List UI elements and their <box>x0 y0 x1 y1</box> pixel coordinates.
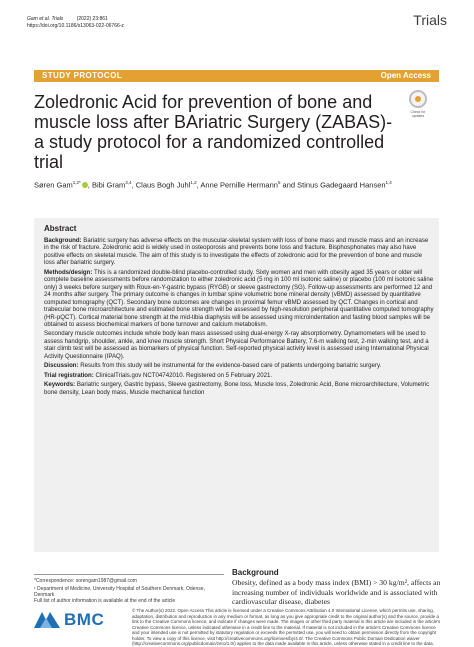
doi-link[interactable]: https://doi.org/10.1186/s13063-022-06766-z <box>27 23 124 29</box>
bmc-logo-text: BMC <box>64 610 105 629</box>
updates-label: Check for updates <box>410 110 426 118</box>
author-list: Søren Gam$^{1,2*}$ , Bibi Gram$^{3,4}$, Claus Bogh Juhl$^{1,2}$, Anne Pernille Hermann$^5$ and Stinus Gadegaard Hansen$^{1,4}$ <box>34 180 392 190</box>
correspondence-note[interactable]: *Correspondence: sorengam1987@gmail.com <box>34 578 137 584</box>
abstract-registration <box>44 372 434 379</box>
background-text: Bariatric surgery has adverse effects on the muscular-skeletal system with loss of bone mass and muscle mass and an increase in the risk of fracture. Zoledronic acid is widely used in osteoporosis and prevents bone loss and fracture. Bisphosphonates may also have positive effects on skeletal muscle. The aim of this study is to investigate the effects of zoledronic acid for the prevention of bone and muscle loss after bariatric surgery. <box>44 237 429 267</box>
license-text: © The Author(s) 2022. Open Access This article is licensed under a Creative Commons Attribution 4.0 International License, which permits use, sharing, adaptation, distribution and reproduction in any medium or format, as long as you give appropriate credit to the original author(s) and the source, provide a link to the Creative Commons licence, and indicate if changes were made. The images or other third party material in this article are included in the article's Creative Commons licence, unless indicated otherwise in a credit line to the material. If material is not included in the article's Creative Commons licence and your intended use is not permitted by statutory regulation or exceeds the permitted use, you will need to obtain permission directly from the copyright holder. To view a copy of this licence, visit http://creativecommons.org/licenses/by/4.0/. The Creative Commons Public Domain Dedication waiver (http://creativecommons.org/publicdomain/zero/1.0/) applies to the data made available in this article, unless otherwise stated in a credit line to the data. <box>132 608 441 646</box>
check-for-updates-button[interactable] <box>405 90 431 120</box>
author-info-note: Full list of author information is available at the end of the article <box>34 598 176 604</box>
citation-line <box>27 16 108 22</box>
journal-name: Trials <box>413 12 447 28</box>
author-name[interactable]: Stinus Gadegaard Hansen <box>297 180 386 190</box>
methods-label: Methods/design: <box>44 268 93 276</box>
keywords-label: Keywords: <box>44 381 76 389</box>
author-name[interactable]: Søren Gam <box>34 180 73 190</box>
footnote-divider <box>34 574 224 575</box>
orcid-icon[interactable] <box>82 182 88 188</box>
author-name[interactable]: Anne Pernille Hermann <box>200 180 278 190</box>
abstract-methods-secondary: Secondary muscle outcomes include whole body lean mass assessed using dual-energy X-ray absorptiometry. Dynamometers will be used to assess handgrip, shoulder, ankle, and knee muscle strength. Short Physical Performance Battery, 7.6-m walking test, 2-min walking test, and a stair climb test will be assessed as biomarkers of physical function. Self-reported physical activity level is assessed using International Physical Activity Questionnaire (IPAQ). <box>44 330 429 360</box>
affiliation-note: ¹ Department of Medicine, University Hospital of Southern Denmark, Odense, Denmark <box>34 586 205 598</box>
author-affiliation: 1,2* <box>72 180 81 185</box>
page-header <box>27 12 447 42</box>
authors-short: Gam et al. Trials <box>27 16 64 22</box>
article-type: STUDY PROTOCOL <box>42 71 122 80</box>
abstract-heading: Abstract <box>44 224 77 233</box>
methods-text: This is a randomized double-blind placebo-controlled study. Sixty women and men with obesity aged 35 years or older will complete baseline assessments before randomization to either zoledronic acid (5 mg in 100 ml isotonic saline) or placebo (100 ml isotonic saline only) 3 weeks before surgery with Roux-en-Y-gastric bypass (RYGB) or sleeve gastrectomy (SG). Follow-up assessments are performed 12 and 24 months after surgery. The primary outcome is changes in lumbar spine volumetric bone mineral density (vBMD) assessed by quantitative computed tomography (QCT). Secondary bone outcomes are changes in proximal femur vBMD assessed by QCT. Changes in cortical and trabecular bone microarchitecture and estimated bone strength will be assessed by high-resolution peripheral quantitative computed tomography (HR-pQCT). Cortical material bone strength at the mid-tibia diaphysis will be assessed using microindentation and fasting blood samples will be obtained to assess biochemical markers of bone turnover and calcium metabolism. <box>44 268 434 328</box>
abstract-methods <box>44 269 434 329</box>
author-affiliation: 5 <box>277 180 281 185</box>
article-title: Zoledronic Acid for prevention of bone and muscle loss after BAriatric Surgery (ZABAS)-a study protocol for a randomized controlled trial <box>34 92 393 172</box>
keywords-text: Bariatric surgery, Gastric bypass, Sleeve gastrectomy, Bone loss, Muscle loss, Zoledronic Acid, Bone microarchitecture, Volumetric bone density, Lean body mass, Muscle mechanical function <box>44 381 430 396</box>
author-affiliation: 3,4 <box>125 180 132 185</box>
discussion-text: Results from this study will be instrumental for the evidence-based care of patients undergoing bariatric surgery. <box>80 362 382 370</box>
abstract-section <box>34 218 439 552</box>
abstract-keywords <box>44 381 434 396</box>
discussion-label: Discussion: <box>44 362 79 370</box>
registration-text[interactable]: ClinicalTrials.gov NCT04742010. Registered on 5 February 2021. <box>95 371 273 379</box>
abstract-body <box>44 237 434 398</box>
background-heading: Background <box>232 568 279 577</box>
year-issue: (2022) 23:861 <box>76 16 108 22</box>
bmc-logo-icon <box>34 610 60 628</box>
background-paragraph: Obesity, defined as a body mass index (BMI) > 30 kg/m², affects an increasing number of individuals worldwide and is associated with cardiovascular disease, diabetes <box>232 578 441 606</box>
author-name[interactable]: Bibi Gram <box>91 180 126 190</box>
registration-label: Trial registration: <box>44 371 94 379</box>
footnotes <box>34 578 224 604</box>
author-name[interactable]: Claus Bogh Juhl <box>135 180 191 190</box>
updates-icon <box>409 90 427 108</box>
article-type-banner <box>34 70 439 82</box>
open-access-label: Open Access <box>380 71 431 80</box>
background-label: Background: <box>44 237 82 244</box>
abstract-background <box>44 237 434 267</box>
bmc-logo[interactable] <box>34 610 124 630</box>
abstract-discussion <box>44 362 434 369</box>
author-affiliation: 1,2 <box>190 180 197 185</box>
author-affiliation: 1,4 <box>385 180 392 185</box>
